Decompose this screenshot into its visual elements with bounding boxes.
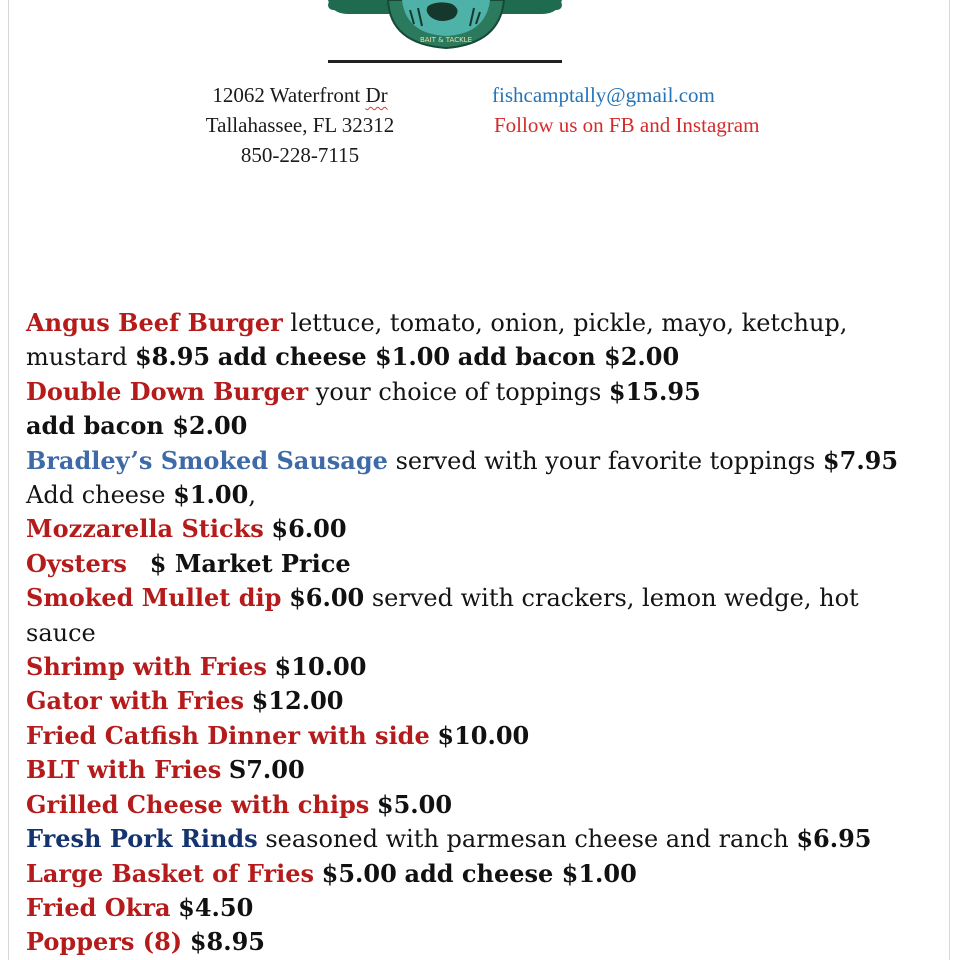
fish-camp-logo <box>328 0 562 64</box>
contact-block <box>486 80 886 140</box>
menu-item-mullet: Smoked Mullet dip $6.00 served with crackers, lemon wedge, hot <box>26 583 859 613</box>
menu-item-blt: BLT with Fries S7.00 <box>26 755 305 785</box>
street-line: 12062 Waterfront Dr <box>212 83 388 107</box>
menu-item-grilled-cheese: Grilled Cheese with chips $5.00 <box>26 789 453 819</box>
menu-item-oysters: Oysters $ Market Price <box>26 548 351 578</box>
phone-number: 850-228-7115 <box>240 143 360 167</box>
svg-text:BAIT & TACKLE: BAIT & TACKLE <box>419 36 473 44</box>
menu-list <box>26 306 946 960</box>
social-link[interactable]: Follow us on FB and Instagram <box>494 113 760 137</box>
menu-item-angus-cont: mustard $8.95 add cheese $1.00 add bacon $2.00 <box>26 342 680 372</box>
menu-item-catfish: Fried Catfish Dinner with side $10.00 <box>26 720 530 750</box>
menu-item-poppers: Poppers (8) $8.95 <box>26 927 265 957</box>
menu-item-pork-rinds: Fresh Pork Rinds seasoned with parmesan cheese and ranch $6.95 <box>26 824 872 854</box>
address-block <box>150 80 450 170</box>
menu-item-fries: Large Basket of Fries $5.00 add cheese $1.00 <box>26 858 637 888</box>
city-line: Tallahassee, FL 32312 <box>205 113 395 137</box>
menu-item-sausage: Bradley’s Smoked Sausage served with your favorite toppings $7.95 <box>26 445 899 475</box>
menu-item-mullet-cont: sauce <box>26 618 96 647</box>
menu-item-gator: Gator with Fries $12.00 <box>26 686 344 716</box>
email-link[interactable]: fishcamptally@gmail.com <box>492 83 715 107</box>
street-suffix: Dr <box>365 83 388 107</box>
menu-item-angus: Angus Beef Burger lettuce, tomato, onion, pickle, mayo, ketchup, <box>26 308 848 337</box>
menu-item-double-down-addon: add bacon $2.00 <box>26 411 248 441</box>
menu-item-okra: Fried Okra $4.50 <box>26 892 254 922</box>
menu-item-sausage-addon: Add cheese $1.00, <box>26 480 256 510</box>
menu-item-double-down: Double Down Burger your choice of toppings $15.95 <box>26 376 701 406</box>
menu-item-shrimp: Shrimp with Fries $10.00 <box>26 652 367 682</box>
menu-item-mozzarella: Mozzarella Sticks $6.00 <box>26 514 347 544</box>
